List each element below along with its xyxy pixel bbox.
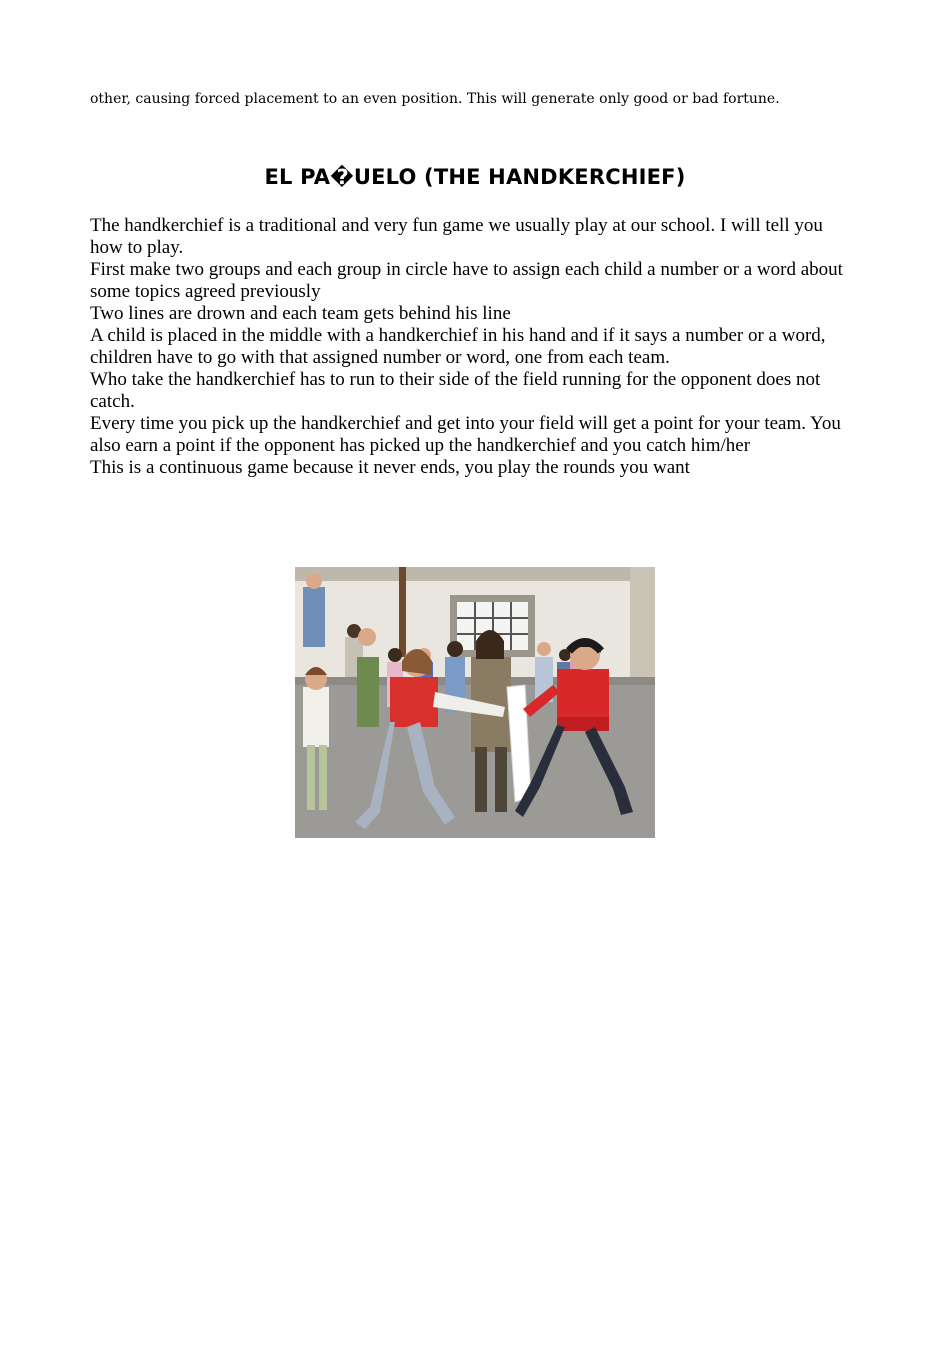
- page-title: EL PA�UELO (THE HANDKERCHIEF): [264, 165, 686, 189]
- article-body: [90, 215, 860, 479]
- continuation-text: other, causing forced placement to an even position. This will generate only good or bad fortune.: [90, 91, 780, 107]
- paragraph: A child is placed in the middle with a handkerchief in his hand and if it says a number or a word, children have to go with that assigned number or word, one from each team.: [90, 325, 826, 368]
- paragraph: This is a continuous game because it never ends, you play the rounds you want: [90, 457, 690, 478]
- paragraph: Every time you pick up the handkerchief and get into your field will get a point for your team. You also earn a point if the opponent has picked up the handkerchief and you catch him/her: [90, 413, 841, 456]
- paragraph: First make two groups and each group in circle have to assign each child a number or a word about some topics agreed previously: [90, 259, 843, 302]
- game-photo: [295, 567, 655, 838]
- paragraph: Two lines are drown and each team gets behind his line: [90, 303, 511, 324]
- paragraph: Who take the handkerchief has to run to their side of the field running for the opponent does not catch.: [90, 369, 821, 412]
- paragraph: The handkerchief is a traditional and very fun game we usually play at our school. I will tell you how to play.: [90, 215, 823, 258]
